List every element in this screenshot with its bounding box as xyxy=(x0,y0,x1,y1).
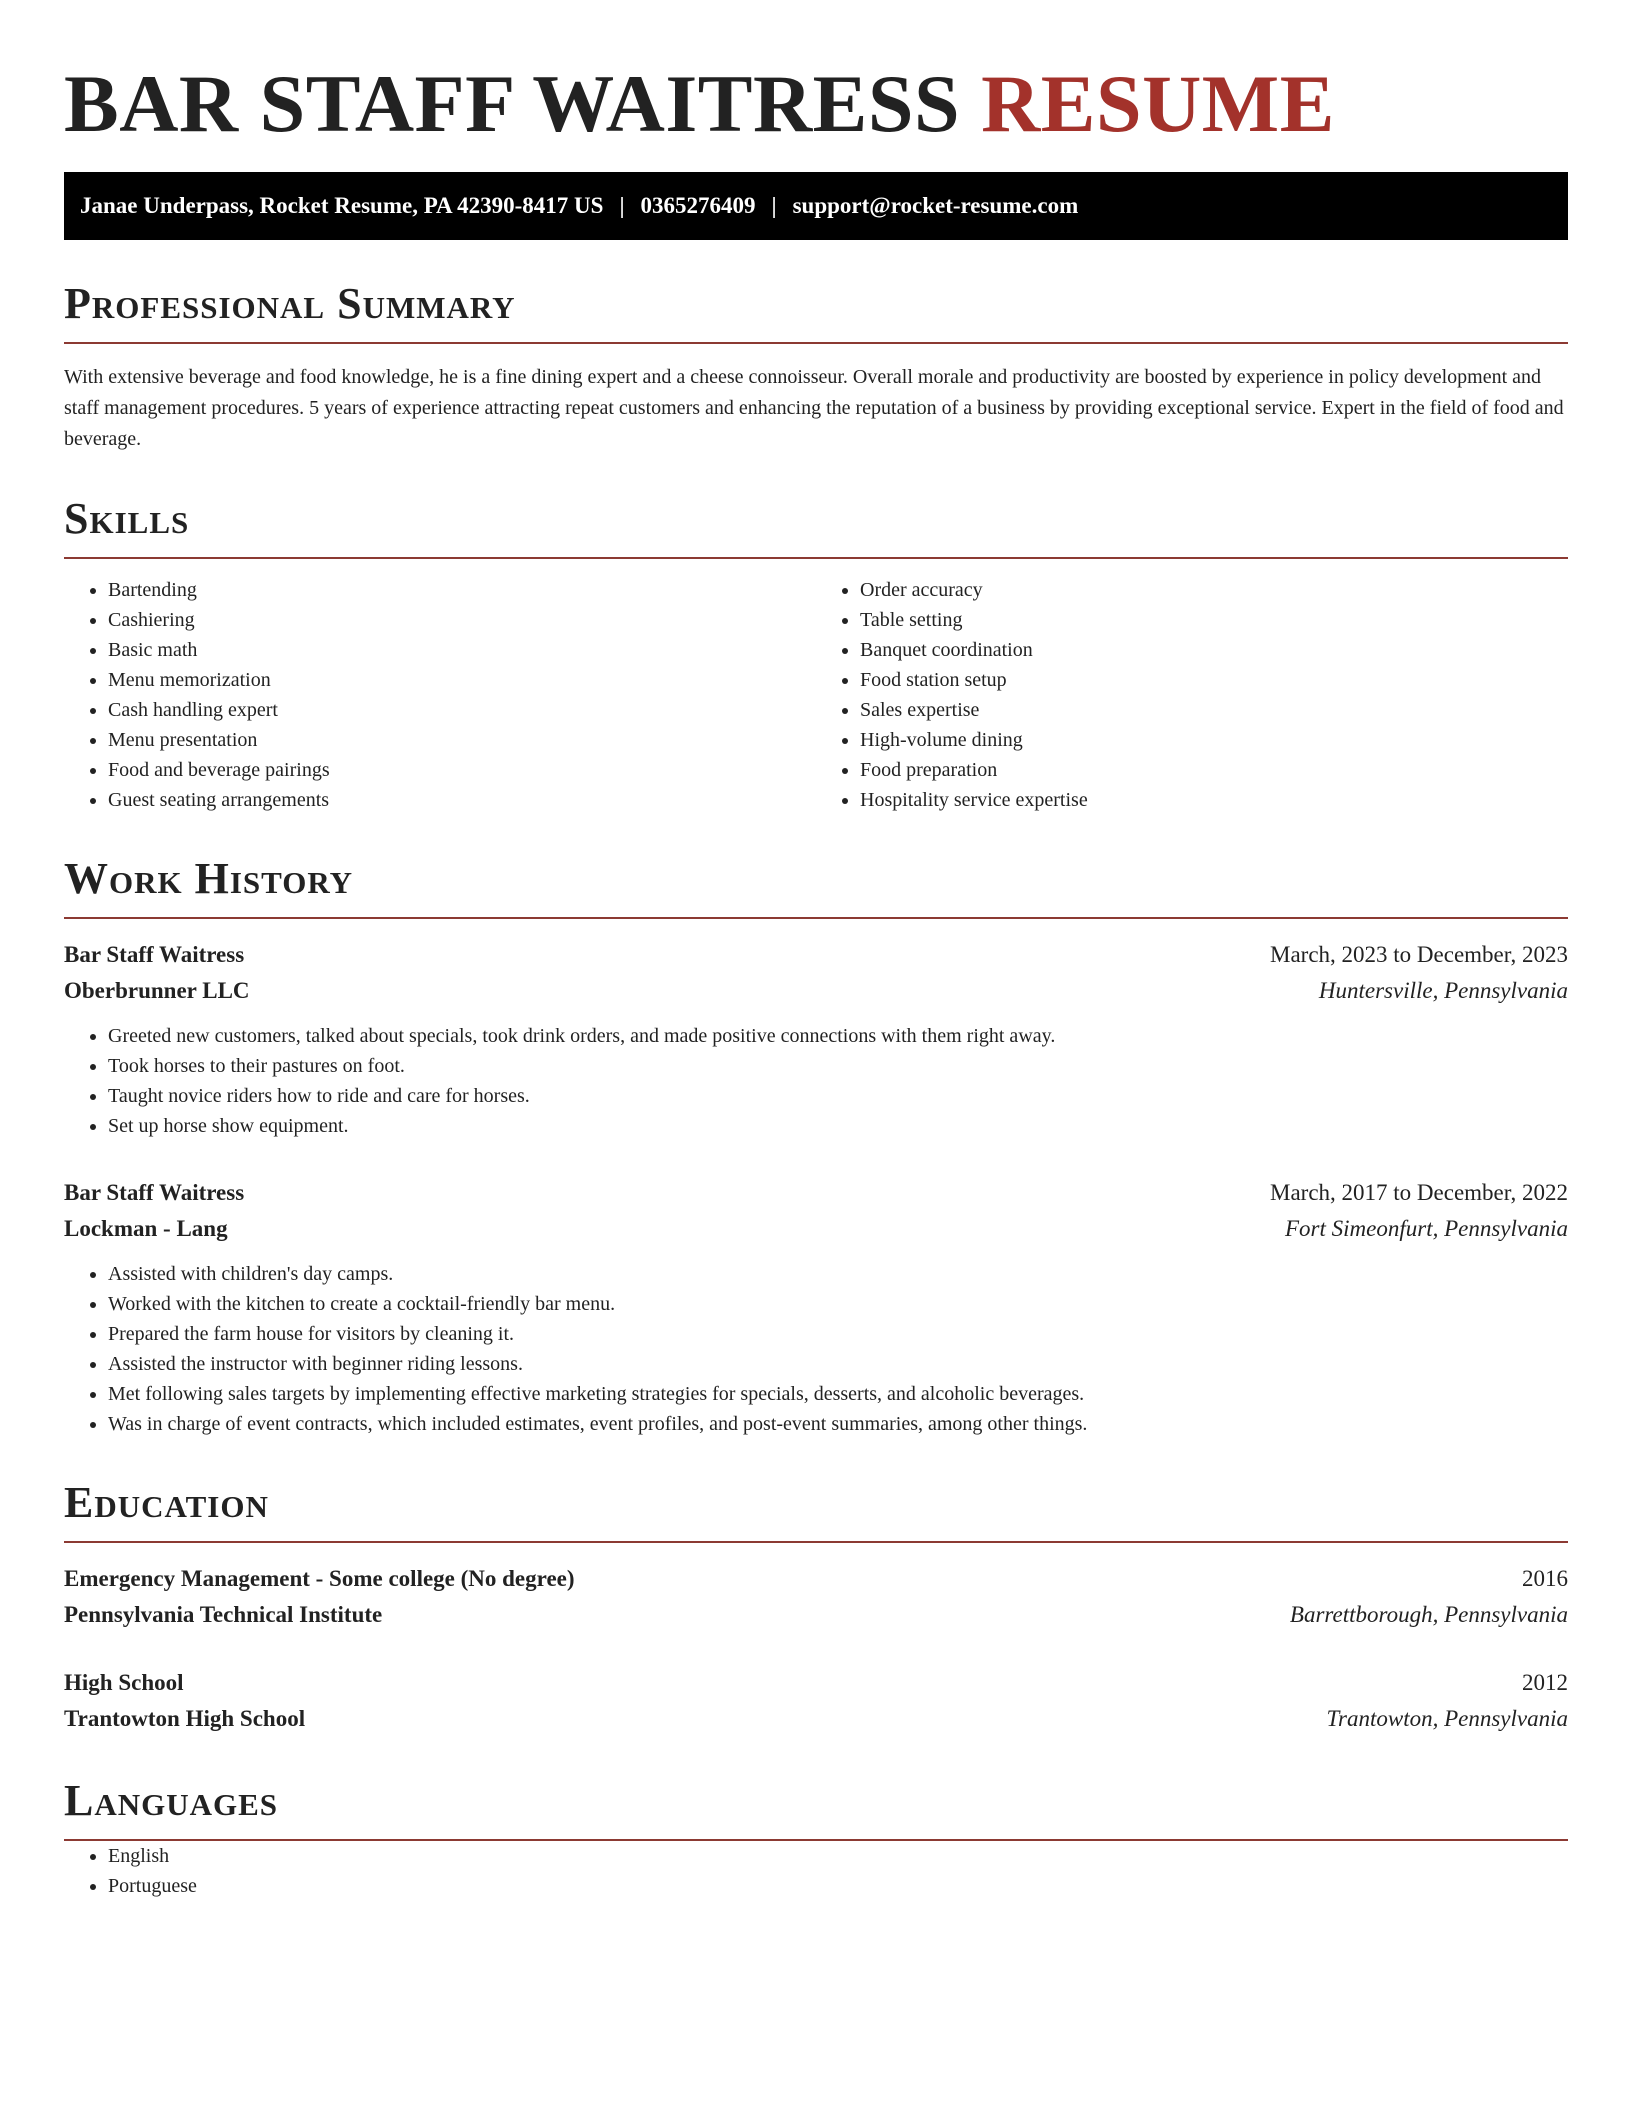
job-duty: • Assisted the instructor with beginner riding lessons. xyxy=(108,1349,1568,1379)
summary-text: With extensive beverage and food knowledge, he is a fine dining expert and a cheese connoisseur. Overall morale and productivity are boosted by experience in policy development and staff management procedures. 5 years of experience attracting repeat customers and enhancing the reputation of a business by providing exceptional service. Expert in the field of food and beverage. xyxy=(64,366,1564,450)
work-history-heading: Work History xyxy=(64,853,1568,919)
contact-phone: 0365276409 xyxy=(640,193,756,218)
skills-heading: Skills xyxy=(64,493,1568,559)
job-duty: • Assisted with children's day camps. xyxy=(108,1259,1568,1289)
skill-item: • Order accuracy xyxy=(860,575,1568,605)
education-year: 2016 xyxy=(1522,1566,1568,1591)
language-item: • English xyxy=(108,1841,1568,1871)
skill-item: • Basic math xyxy=(108,635,816,665)
skill-item: • High-volume dining xyxy=(860,725,1568,755)
job-location: Fort Simeonfurt, Pennsylvania xyxy=(1285,1216,1568,1241)
skill-item: • Cash handling expert xyxy=(108,695,816,725)
education-school: Trantowton High School xyxy=(64,1706,306,1731)
skill-item: • Sales expertise xyxy=(860,695,1568,725)
language-item: • Portuguese xyxy=(108,1871,1568,1901)
job-title-row xyxy=(64,937,1568,973)
job-company-row xyxy=(64,973,1568,1009)
job-company: Lockman - Lang xyxy=(64,1216,228,1241)
education-location: Barrettborough, Pennsylvania xyxy=(1289,1602,1568,1627)
title-accent: RESUME xyxy=(981,58,1335,149)
job-duty: • Met following sales targets by implementing effective marketing strategies for specials, desserts, and alcoholic beverages. xyxy=(108,1379,1568,1409)
education-location: Trantowton, Pennsylvania xyxy=(1326,1706,1568,1731)
skill-item: • Table setting xyxy=(860,605,1568,635)
job-duty: • Took horses to their pastures on foot. xyxy=(108,1051,1568,1081)
education-school-row xyxy=(64,1597,1568,1633)
job-entry xyxy=(64,937,1568,1141)
skill-item: • Bartending xyxy=(108,575,816,605)
job-duties xyxy=(64,1021,1568,1141)
title-main: BAR STAFF WAITRESS xyxy=(64,58,961,149)
job-title-row xyxy=(64,1175,1568,1211)
languages-section xyxy=(64,1775,1568,1901)
contact-bar xyxy=(64,172,1568,240)
education-section xyxy=(64,1477,1568,1737)
education-school: Pennsylvania Technical Institute xyxy=(64,1602,383,1627)
contact-separator: | xyxy=(771,193,777,218)
summary-section xyxy=(64,278,1568,455)
skills-list-right xyxy=(816,575,1568,815)
languages-heading: Languages xyxy=(64,1775,1568,1841)
job-title: Bar Staff Waitress xyxy=(64,942,245,967)
skills-column-right xyxy=(816,575,1568,815)
skill-item: • Menu memorization xyxy=(108,665,816,695)
job-entry xyxy=(64,1175,1568,1439)
skills-list-left xyxy=(64,575,816,815)
job-duty: • Set up horse show equipment. xyxy=(108,1111,1568,1141)
job-dates: March, 2023 to December, 2023 xyxy=(1270,942,1568,967)
job-title: Bar Staff Waitress xyxy=(64,1180,245,1205)
education-degree: Emergency Management - Some college (No degree) xyxy=(64,1566,575,1591)
skill-item: • Cashiering xyxy=(108,605,816,635)
education-degree-row xyxy=(64,1561,1568,1597)
job-duty: • Worked with the kitchen to create a cocktail-friendly bar menu. xyxy=(108,1289,1568,1319)
skill-item: • Guest seating arrangements xyxy=(108,785,816,815)
skill-item: • Food preparation xyxy=(860,755,1568,785)
job-duty: • Prepared the farm house for visitors by cleaning it. xyxy=(108,1319,1568,1349)
contact-separator: | xyxy=(619,193,625,218)
job-company: Oberbrunner LLC xyxy=(64,978,250,1003)
summary-heading: Professional Summary xyxy=(64,278,1568,344)
job-location: Huntersville, Pennsylvania xyxy=(1318,978,1568,1003)
job-dates: March, 2017 to December, 2022 xyxy=(1270,1180,1568,1205)
job-duty: • Greeted new customers, talked about specials, took drink orders, and made positive connections with them right away. xyxy=(108,1021,1568,1051)
education-degree-row xyxy=(64,1665,1568,1701)
job-duty: • Was in charge of event contracts, which included estimates, event profiles, and post-event summaries, among other things. xyxy=(108,1409,1568,1439)
job-duty: • Taught novice riders how to ride and care for horses. xyxy=(108,1081,1568,1111)
education-school-row xyxy=(64,1701,1568,1737)
skill-item: • Food station setup xyxy=(860,665,1568,695)
contact-address: Janae Underpass, Rocket Resume, PA 42390-8417 US xyxy=(80,193,604,218)
skills-grid xyxy=(64,575,1568,815)
skill-item: • Food and beverage pairings xyxy=(108,755,816,785)
education-year: 2012 xyxy=(1522,1670,1568,1695)
job-company-row xyxy=(64,1211,1568,1247)
skill-item: • Menu presentation xyxy=(108,725,816,755)
contact-email: support@rocket-resume.com xyxy=(792,193,1079,218)
skills-section xyxy=(64,493,1568,815)
job-duties xyxy=(64,1259,1568,1439)
skill-item: • Hospitality service expertise xyxy=(860,785,1568,815)
education-degree: High School xyxy=(64,1670,184,1695)
education-heading: Education xyxy=(64,1477,1568,1543)
education-entry xyxy=(64,1665,1568,1737)
education-entry xyxy=(64,1561,1568,1633)
resume-title xyxy=(64,56,1568,152)
skill-item: • Banquet coordination xyxy=(860,635,1568,665)
languages-list xyxy=(64,1841,1568,1901)
skills-column-left xyxy=(64,575,816,815)
work-history-section xyxy=(64,853,1568,1439)
